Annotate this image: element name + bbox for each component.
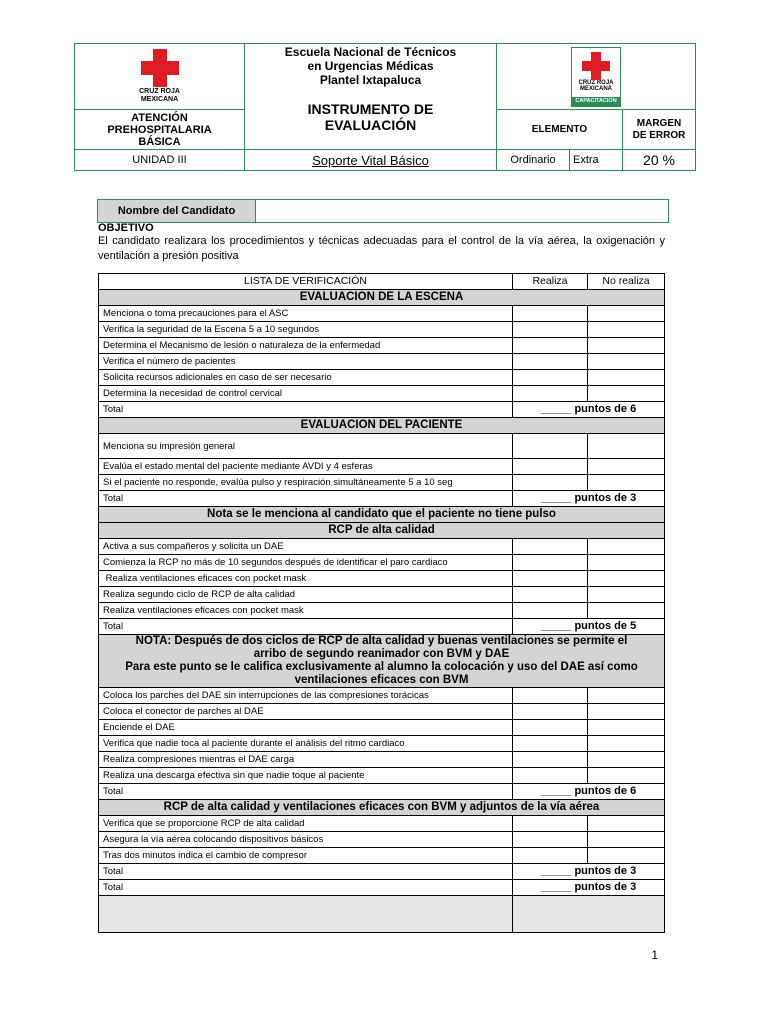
no-realiza-cell[interactable]	[588, 688, 665, 704]
margin-value: 20 %	[623, 150, 696, 171]
school-campus: Plantel Ixtapaluca	[319, 73, 422, 87]
topic-title: Soporte Vital Básico	[245, 150, 497, 171]
points-score: _____ puntos de 5	[513, 619, 665, 635]
points-score: _____ puntos de 6	[513, 402, 665, 418]
total-label: Total	[99, 619, 513, 635]
no-realiza-cell[interactable]	[588, 752, 665, 768]
check-item: Verifica el número de pacientes	[99, 354, 513, 370]
logo-text: CRUZ ROJA	[139, 88, 180, 95]
no-realiza-cell[interactable]	[588, 848, 665, 864]
realiza-cell[interactable]	[513, 736, 588, 752]
objective-title: OBJETIVO	[98, 222, 154, 234]
realiza-cell[interactable]	[513, 603, 588, 619]
realiza-cell[interactable]	[513, 354, 588, 370]
no-realiza-cell[interactable]	[588, 832, 665, 848]
realiza-cell[interactable]	[513, 832, 588, 848]
total-label: Total	[99, 402, 513, 418]
check-item: Enciende el DAE	[99, 720, 513, 736]
check-item: Realiza una descarga efectiva sin que nadie toque al paciente	[99, 768, 513, 784]
checklist-table	[98, 273, 664, 933]
extra-label: Extra	[570, 150, 623, 171]
page-number: 1	[651, 948, 658, 962]
candidate-field	[97, 199, 669, 223]
check-item: Asegura la vía aérea colocando dispositivos básicos	[99, 832, 513, 848]
no-realiza-cell[interactable]	[588, 370, 665, 386]
instrument-title	[245, 101, 496, 133]
logo2-bar-text: CAPACITACION	[572, 97, 620, 106]
instrument-title-line: EVALUACIÓN	[324, 117, 417, 133]
objective-text: El candidato realizara los procedimientos y técnicas adecuadas para el control de la vía aérea, la oxigenación y ventilación a presión positiva	[98, 235, 665, 262]
logo-text: MEXICANA	[140, 96, 179, 103]
no-realiza-cell[interactable]	[588, 720, 665, 736]
no-realiza-cell[interactable]	[588, 475, 665, 491]
section-title: RCP de alta calidad y ventilaciones eficaces con BVM y adjuntos de la vía aérea	[99, 800, 665, 816]
section-title: EVALUACION DE LA ESCENA	[99, 290, 665, 306]
ordinario-label: Ordinario	[497, 150, 570, 171]
realiza-cell[interactable]	[513, 370, 588, 386]
col-realiza-header: Realiza	[513, 274, 588, 290]
realiza-cell[interactable]	[513, 752, 588, 768]
col-list-header: LISTA DE VERIFICACIÓN	[99, 274, 513, 290]
check-item: Menciona o toma precauciones para el ASC	[99, 306, 513, 322]
realiza-cell[interactable]	[513, 587, 588, 603]
total-label: Total	[99, 784, 513, 800]
section-title: RCP de alta calidad	[99, 523, 665, 539]
logo-cell	[75, 44, 245, 110]
check-item: Evalúa el estado mental del paciente mediante AVDI y 4 esferas	[99, 459, 513, 475]
margen-text: MARGEN	[636, 117, 682, 129]
realiza-cell[interactable]	[513, 322, 588, 338]
no-realiza-cell[interactable]	[588, 555, 665, 571]
col-no-realiza-header: No realiza	[588, 274, 665, 290]
check-item: Si el paciente no responde, evalúa pulso y respiración simultáneamente 5 a 10 seg	[99, 475, 513, 491]
check-item: Verifica que se proporcione RCP de alta calidad	[99, 816, 513, 832]
realiza-cell[interactable]	[513, 688, 588, 704]
unidad-label: UNIDAD III	[75, 150, 245, 171]
instrument-title-line: INSTRUMENTO DE	[307, 101, 434, 117]
total-label: Total	[99, 491, 513, 507]
note-line: NOTA: Después de dos ciclos de RCP de alta calidad y buenas ventilaciones se permite el	[135, 635, 628, 647]
realiza-cell[interactable]	[513, 555, 588, 571]
no-realiza-cell[interactable]	[588, 704, 665, 720]
no-realiza-cell[interactable]	[588, 603, 665, 619]
realiza-cell[interactable]	[513, 306, 588, 322]
check-item: Tras dos minutos indica el cambio de compresor	[99, 848, 513, 864]
logo2-text: CRUZ ROJA	[578, 79, 614, 86]
no-realiza-cell[interactable]	[588, 768, 665, 784]
realiza-cell[interactable]	[513, 539, 588, 555]
check-item: Menciona su impresión general	[99, 434, 513, 459]
school-title-cell	[245, 44, 497, 150]
check-item: Determina la necesidad de control cervical	[99, 386, 513, 402]
realiza-cell[interactable]	[513, 816, 588, 832]
check-item: Solicita recursos adicionales en caso de ser necesario	[99, 370, 513, 386]
no-realiza-cell[interactable]	[588, 434, 665, 459]
no-realiza-cell[interactable]	[588, 459, 665, 475]
margen-label	[623, 110, 696, 150]
check-item: Realiza compresiones mientras el DAE carga	[99, 752, 513, 768]
realiza-cell[interactable]	[513, 475, 588, 491]
grand-total-score: _____ puntos de 3	[513, 880, 665, 896]
check-item: Verifica la seguridad de la Escena 5 a 10 segundos	[99, 322, 513, 338]
course-name: ATENCIÓN	[131, 111, 188, 124]
grand-total-label: Total	[99, 880, 513, 896]
margen-text: DE ERROR	[632, 129, 686, 141]
no-realiza-cell[interactable]	[588, 587, 665, 603]
candidate-name-input[interactable]	[256, 200, 668, 222]
course-name: BÁSICA	[138, 135, 181, 148]
realiza-cell[interactable]	[513, 434, 588, 459]
check-item: Verifica que nadie toca al paciente durante el análisis del ritmo cardiaco	[99, 736, 513, 752]
no-realiza-cell[interactable]	[588, 736, 665, 752]
check-item: Coloca los parches del DAE sin interrupciones de las compresiones torácicas	[99, 688, 513, 704]
no-realiza-cell[interactable]	[588, 571, 665, 587]
course-name: PREHOSPITALARIA	[107, 123, 212, 136]
document-header	[74, 43, 695, 170]
section-title: EVALUACION DEL PACIENTE	[99, 418, 665, 434]
no-realiza-cell[interactable]	[588, 816, 665, 832]
comments-cell[interactable]	[99, 896, 513, 933]
no-realiza-cell[interactable]	[588, 306, 665, 322]
red-cross-logo	[141, 49, 179, 87]
total-label: Total	[99, 864, 513, 880]
signature-cell[interactable]	[513, 896, 665, 933]
realiza-cell[interactable]	[513, 768, 588, 784]
realiza-cell[interactable]	[513, 704, 588, 720]
check-item: Comienza la RCP no más de 10 segundos después de identificar el paro cardiaco	[99, 555, 513, 571]
check-item: Realiza ventilaciones eficaces con pocket mask	[99, 571, 513, 587]
note-no-pulse: Nota se le menciona al candidato que el paciente no tiene pulso	[99, 507, 665, 523]
points-score: _____ puntos de 6	[513, 784, 665, 800]
note-dae	[99, 635, 665, 688]
check-item: Realiza segundo ciclo de RCP de alta calidad	[99, 587, 513, 603]
realiza-cell[interactable]	[513, 386, 588, 402]
elemento-label: ELEMENTO	[497, 110, 623, 150]
no-realiza-cell[interactable]	[588, 386, 665, 402]
school-name: en Urgencias Médicas	[307, 59, 434, 73]
note-line: ventilaciones eficaces con BVM	[294, 674, 469, 686]
realiza-cell[interactable]	[513, 338, 588, 354]
no-realiza-cell[interactable]	[588, 539, 665, 555]
check-item: Realiza ventilaciones eficaces con pocket mask	[99, 603, 513, 619]
no-realiza-cell[interactable]	[588, 338, 665, 354]
no-realiza-cell[interactable]	[588, 322, 665, 338]
no-realiza-cell[interactable]	[588, 354, 665, 370]
realiza-cell[interactable]	[513, 571, 588, 587]
check-item: Activa a sus compañeros y solicita un DAE	[99, 539, 513, 555]
logo2-text: MEXICANA	[579, 85, 612, 92]
check-item: Coloca el conector de parches al DAE	[99, 704, 513, 720]
points-score: _____ puntos de 3	[513, 491, 665, 507]
realiza-cell[interactable]	[513, 848, 588, 864]
red-cross-training-logo	[571, 47, 621, 107]
course-cell	[75, 110, 245, 150]
realiza-cell[interactable]	[513, 720, 588, 736]
check-item: Determina el Mecanismo de lesión o naturaleza de la enfermedad	[99, 338, 513, 354]
note-line: Para este punto se le califica exclusivamente al alumno la colocación y uso del DAE así como	[125, 661, 638, 673]
realiza-cell[interactable]	[513, 459, 588, 475]
note-line: arribo de segundo reanimador con BVM y DAE	[253, 648, 510, 660]
school-name: Escuela Nacional de Técnicos	[284, 45, 457, 59]
candidate-label: Nombre del Candidato	[98, 200, 256, 222]
logo2-cell	[497, 44, 696, 110]
points-score: _____ puntos de 3	[513, 864, 665, 880]
